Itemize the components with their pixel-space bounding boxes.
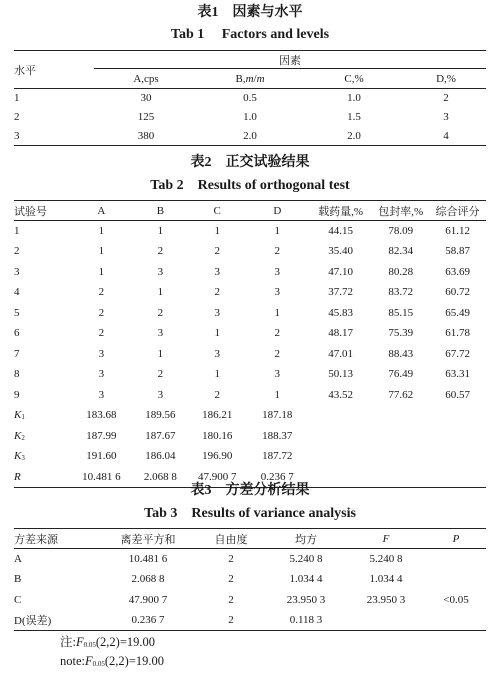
- tab2-header: D: [273, 204, 282, 217]
- tab3-caption-en: Tab 3 Results of variance analysis: [144, 506, 356, 521]
- cell: C: [14, 593, 22, 606]
- cell: 191.60: [86, 450, 117, 463]
- cell: 4: [443, 129, 449, 142]
- cell: 2: [157, 368, 164, 381]
- empty-cell: [309, 426, 372, 447]
- cell: 1: [214, 368, 220, 381]
- cell: 2: [228, 573, 234, 586]
- cell: 6: [14, 327, 20, 340]
- cell: 5.240 8: [369, 553, 403, 565]
- cell: 2.0: [347, 129, 361, 142]
- cell: 2: [443, 92, 449, 105]
- table-row: [14, 221, 486, 242]
- k-row: [14, 426, 486, 447]
- empty-cell: [309, 405, 372, 426]
- empty-cell: [309, 446, 372, 467]
- cell: 187.67: [145, 429, 176, 442]
- cell: 7: [14, 347, 20, 360]
- cell: 30: [140, 92, 152, 105]
- cell: 2: [214, 388, 220, 401]
- cell: 10.481 6: [128, 553, 168, 565]
- cell: 196.90: [202, 450, 233, 463]
- tab2-caption-cn: 表2 正交试验结果: [190, 155, 310, 170]
- tab3-table: [14, 528, 486, 631]
- cell: 183.68: [86, 409, 117, 422]
- cell: 2: [228, 553, 234, 565]
- cell: 2: [157, 245, 164, 258]
- cell: 5: [14, 306, 20, 319]
- cell: 2: [214, 286, 220, 299]
- cell: 47.900 7: [128, 593, 168, 606]
- table-row: [14, 262, 486, 283]
- cell: 0.236 7: [131, 614, 165, 626]
- cell: 187.18: [262, 409, 293, 422]
- cell: 76.49: [388, 368, 414, 381]
- cell: 60.72: [445, 286, 470, 299]
- cell: 3: [274, 286, 281, 299]
- cell: 35.40: [328, 245, 354, 258]
- cell: 2: [98, 286, 105, 299]
- tab3-header: P: [452, 532, 460, 545]
- tab1-col-c: C,%: [344, 72, 364, 85]
- tab2-table: [14, 200, 486, 488]
- table-row: [14, 364, 486, 385]
- table-row: [14, 89, 486, 108]
- cell: 58.87: [445, 245, 470, 258]
- cell: 85.15: [388, 306, 414, 319]
- cell: 8: [14, 368, 20, 381]
- cell: 3: [443, 111, 449, 123]
- table-row: [14, 323, 486, 344]
- tab1-level-header: 水平: [14, 64, 36, 77]
- cell: 1: [98, 265, 105, 278]
- tab2-header: 包封率,%: [378, 205, 424, 218]
- cell: 10.481 6: [82, 470, 121, 483]
- cell: [426, 610, 486, 631]
- cell: [426, 549, 486, 570]
- tab1-col-d: D,%: [436, 72, 456, 85]
- table-row: [14, 385, 486, 406]
- cell: 65.49: [445, 306, 470, 319]
- cell: 2: [14, 245, 20, 258]
- cell: 3: [157, 265, 164, 278]
- tab1-caption-en: Tab 1 Factors and levels: [170, 27, 330, 42]
- table-row: [14, 610, 486, 631]
- cell: 43.52: [328, 388, 354, 401]
- cell: 3: [157, 388, 164, 401]
- cell: 47.900 7: [197, 470, 237, 483]
- k-label: $K_1$: [14, 409, 25, 422]
- cell: 3: [214, 265, 220, 278]
- tab2-header: 试验号: [14, 205, 47, 218]
- cell: 1: [157, 225, 164, 237]
- cell: 1.0: [243, 111, 257, 123]
- cell: 3: [14, 265, 20, 278]
- cell: 2: [228, 614, 234, 626]
- cell: 48.17: [328, 327, 354, 340]
- cell: 60.57: [445, 388, 470, 401]
- cell: 2.068 8: [143, 470, 177, 483]
- cell: 4: [14, 286, 20, 299]
- k-label: $K_2$: [14, 429, 25, 442]
- cell: 1.5: [347, 111, 361, 123]
- cell: 23.950 3: [286, 593, 326, 606]
- tab3-header: 离差平方和: [120, 533, 176, 546]
- cell: 1: [274, 225, 281, 237]
- table-row: [14, 303, 486, 324]
- cell: 2: [14, 111, 20, 123]
- cell: 2: [157, 306, 164, 319]
- tab3-caption-cn: 表3 方差分析结果: [190, 483, 310, 498]
- tab3-header: F: [382, 532, 390, 545]
- cell: B: [14, 573, 22, 586]
- cell: 1: [14, 225, 20, 237]
- cell: 189.56: [145, 409, 176, 422]
- tab1-col-b: B,m/m: [235, 72, 265, 85]
- cell: 80.28: [388, 265, 414, 278]
- cell: 1: [214, 225, 220, 237]
- cell: 2.068 8: [131, 573, 165, 586]
- cell: D(误差): [14, 615, 52, 627]
- cell: 23.950 3: [366, 593, 406, 606]
- table-row: [14, 127, 486, 146]
- table-row: [14, 282, 486, 303]
- cell: 9: [14, 388, 20, 401]
- note-cn: 注$:F_{0.05}(2,2)=19.00$: [60, 635, 155, 649]
- cell: 88.43: [388, 347, 414, 360]
- tab1-table: [14, 50, 486, 146]
- cell: 2: [214, 245, 220, 258]
- cell: 188.37: [262, 429, 293, 442]
- cell: 1: [157, 286, 164, 299]
- cell: 1: [214, 327, 220, 340]
- cell: 61.12: [445, 225, 470, 237]
- cell: 1.034 4: [289, 573, 323, 586]
- table-row: [14, 549, 486, 570]
- empty-cell: [429, 405, 486, 426]
- cell: 380: [137, 129, 155, 142]
- cell: 0.5: [243, 92, 257, 105]
- k-label: $K_3$: [14, 450, 25, 463]
- cell: 3: [274, 368, 281, 381]
- cell: 2: [98, 327, 105, 340]
- cell: 75.39: [388, 327, 414, 340]
- cell: 3: [98, 368, 105, 381]
- cell: 3: [274, 265, 281, 278]
- k-row: [14, 405, 486, 426]
- cell: 77.62: [388, 388, 414, 401]
- tab1-caption-cn: 表1 因素与水平: [197, 5, 303, 20]
- cell: 3: [157, 327, 164, 340]
- cell: 2: [274, 347, 281, 360]
- cell: 186.21: [202, 409, 233, 422]
- cell: 47.10: [328, 265, 354, 278]
- cell: 1: [274, 388, 281, 401]
- table-row: [14, 590, 486, 611]
- cell: 0.118 3: [289, 614, 323, 626]
- cell: 83.72: [388, 286, 414, 299]
- cell: [346, 610, 426, 631]
- empty-cell: [429, 446, 486, 467]
- cell: 1: [157, 347, 164, 360]
- cell: 187.72: [262, 450, 293, 463]
- cell: 37.72: [328, 286, 354, 299]
- cell: 50.13: [328, 368, 354, 381]
- note-en: $note:F_{0.05}(2,2)=19.00$: [60, 654, 165, 668]
- cell: 5.240 8: [289, 553, 323, 565]
- cell: 82.34: [388, 245, 414, 258]
- cell: 44.15: [328, 225, 354, 237]
- cell: 63.69: [445, 265, 470, 278]
- cell: 2: [274, 327, 281, 340]
- tab2-header: 综合评分: [435, 205, 480, 218]
- tab3-header: 自由度: [214, 533, 248, 546]
- cell: 3: [98, 347, 105, 360]
- cell: 78.09: [388, 225, 414, 237]
- table-row: [14, 344, 486, 365]
- table-row: [14, 241, 486, 262]
- cell: 2: [274, 245, 281, 258]
- cell: 1.0: [347, 92, 361, 105]
- cell: <0.05: [443, 593, 469, 606]
- cell: 1: [14, 92, 20, 105]
- cell: 2.0: [243, 129, 257, 142]
- cell: 125: [137, 111, 155, 123]
- cell: 63.31: [445, 368, 470, 381]
- cell: 180.16: [202, 429, 233, 442]
- tab2-header: 载药量,%: [318, 205, 364, 218]
- tab2-caption-en: Tab 2 Results of orthogonal test: [150, 178, 350, 193]
- cell: 3: [98, 388, 105, 401]
- cell: 1: [98, 225, 105, 237]
- cell: [426, 569, 486, 590]
- k-row: [14, 446, 486, 467]
- tab3-header: 方差来源: [14, 533, 58, 546]
- cell: 3: [14, 129, 20, 142]
- cell: A: [14, 553, 22, 565]
- tab2-header: A: [97, 204, 106, 217]
- tab1-col-a: A,cps: [133, 72, 159, 85]
- cell: 61.78: [445, 327, 470, 340]
- cell: 1.034 4: [369, 573, 403, 586]
- cell: 3: [214, 347, 220, 360]
- empty-cell: [372, 446, 429, 467]
- tab3-header: 均方: [295, 533, 317, 546]
- tab2-header: B: [156, 204, 165, 217]
- cell: 67.72: [445, 347, 470, 360]
- tab1-factor-header: 因素: [94, 51, 486, 69]
- cell: 186.04: [145, 450, 176, 463]
- cell: 1: [274, 306, 281, 319]
- empty-cell: [372, 426, 429, 447]
- cell: 2: [228, 593, 234, 606]
- table-row: [14, 108, 486, 127]
- cell: 3: [214, 306, 220, 319]
- cell: 45.83: [328, 306, 354, 319]
- empty-cell: [372, 405, 429, 426]
- cell: 2: [98, 306, 105, 319]
- cell: 1: [98, 245, 105, 258]
- table-row: [14, 569, 486, 590]
- k-label: R: [14, 470, 21, 483]
- cell: 47.01: [328, 347, 354, 360]
- cell: 187.99: [86, 429, 117, 442]
- tab2-header: C: [213, 204, 221, 217]
- empty-cell: [429, 426, 486, 447]
- cell: 0.236 7: [260, 470, 294, 483]
